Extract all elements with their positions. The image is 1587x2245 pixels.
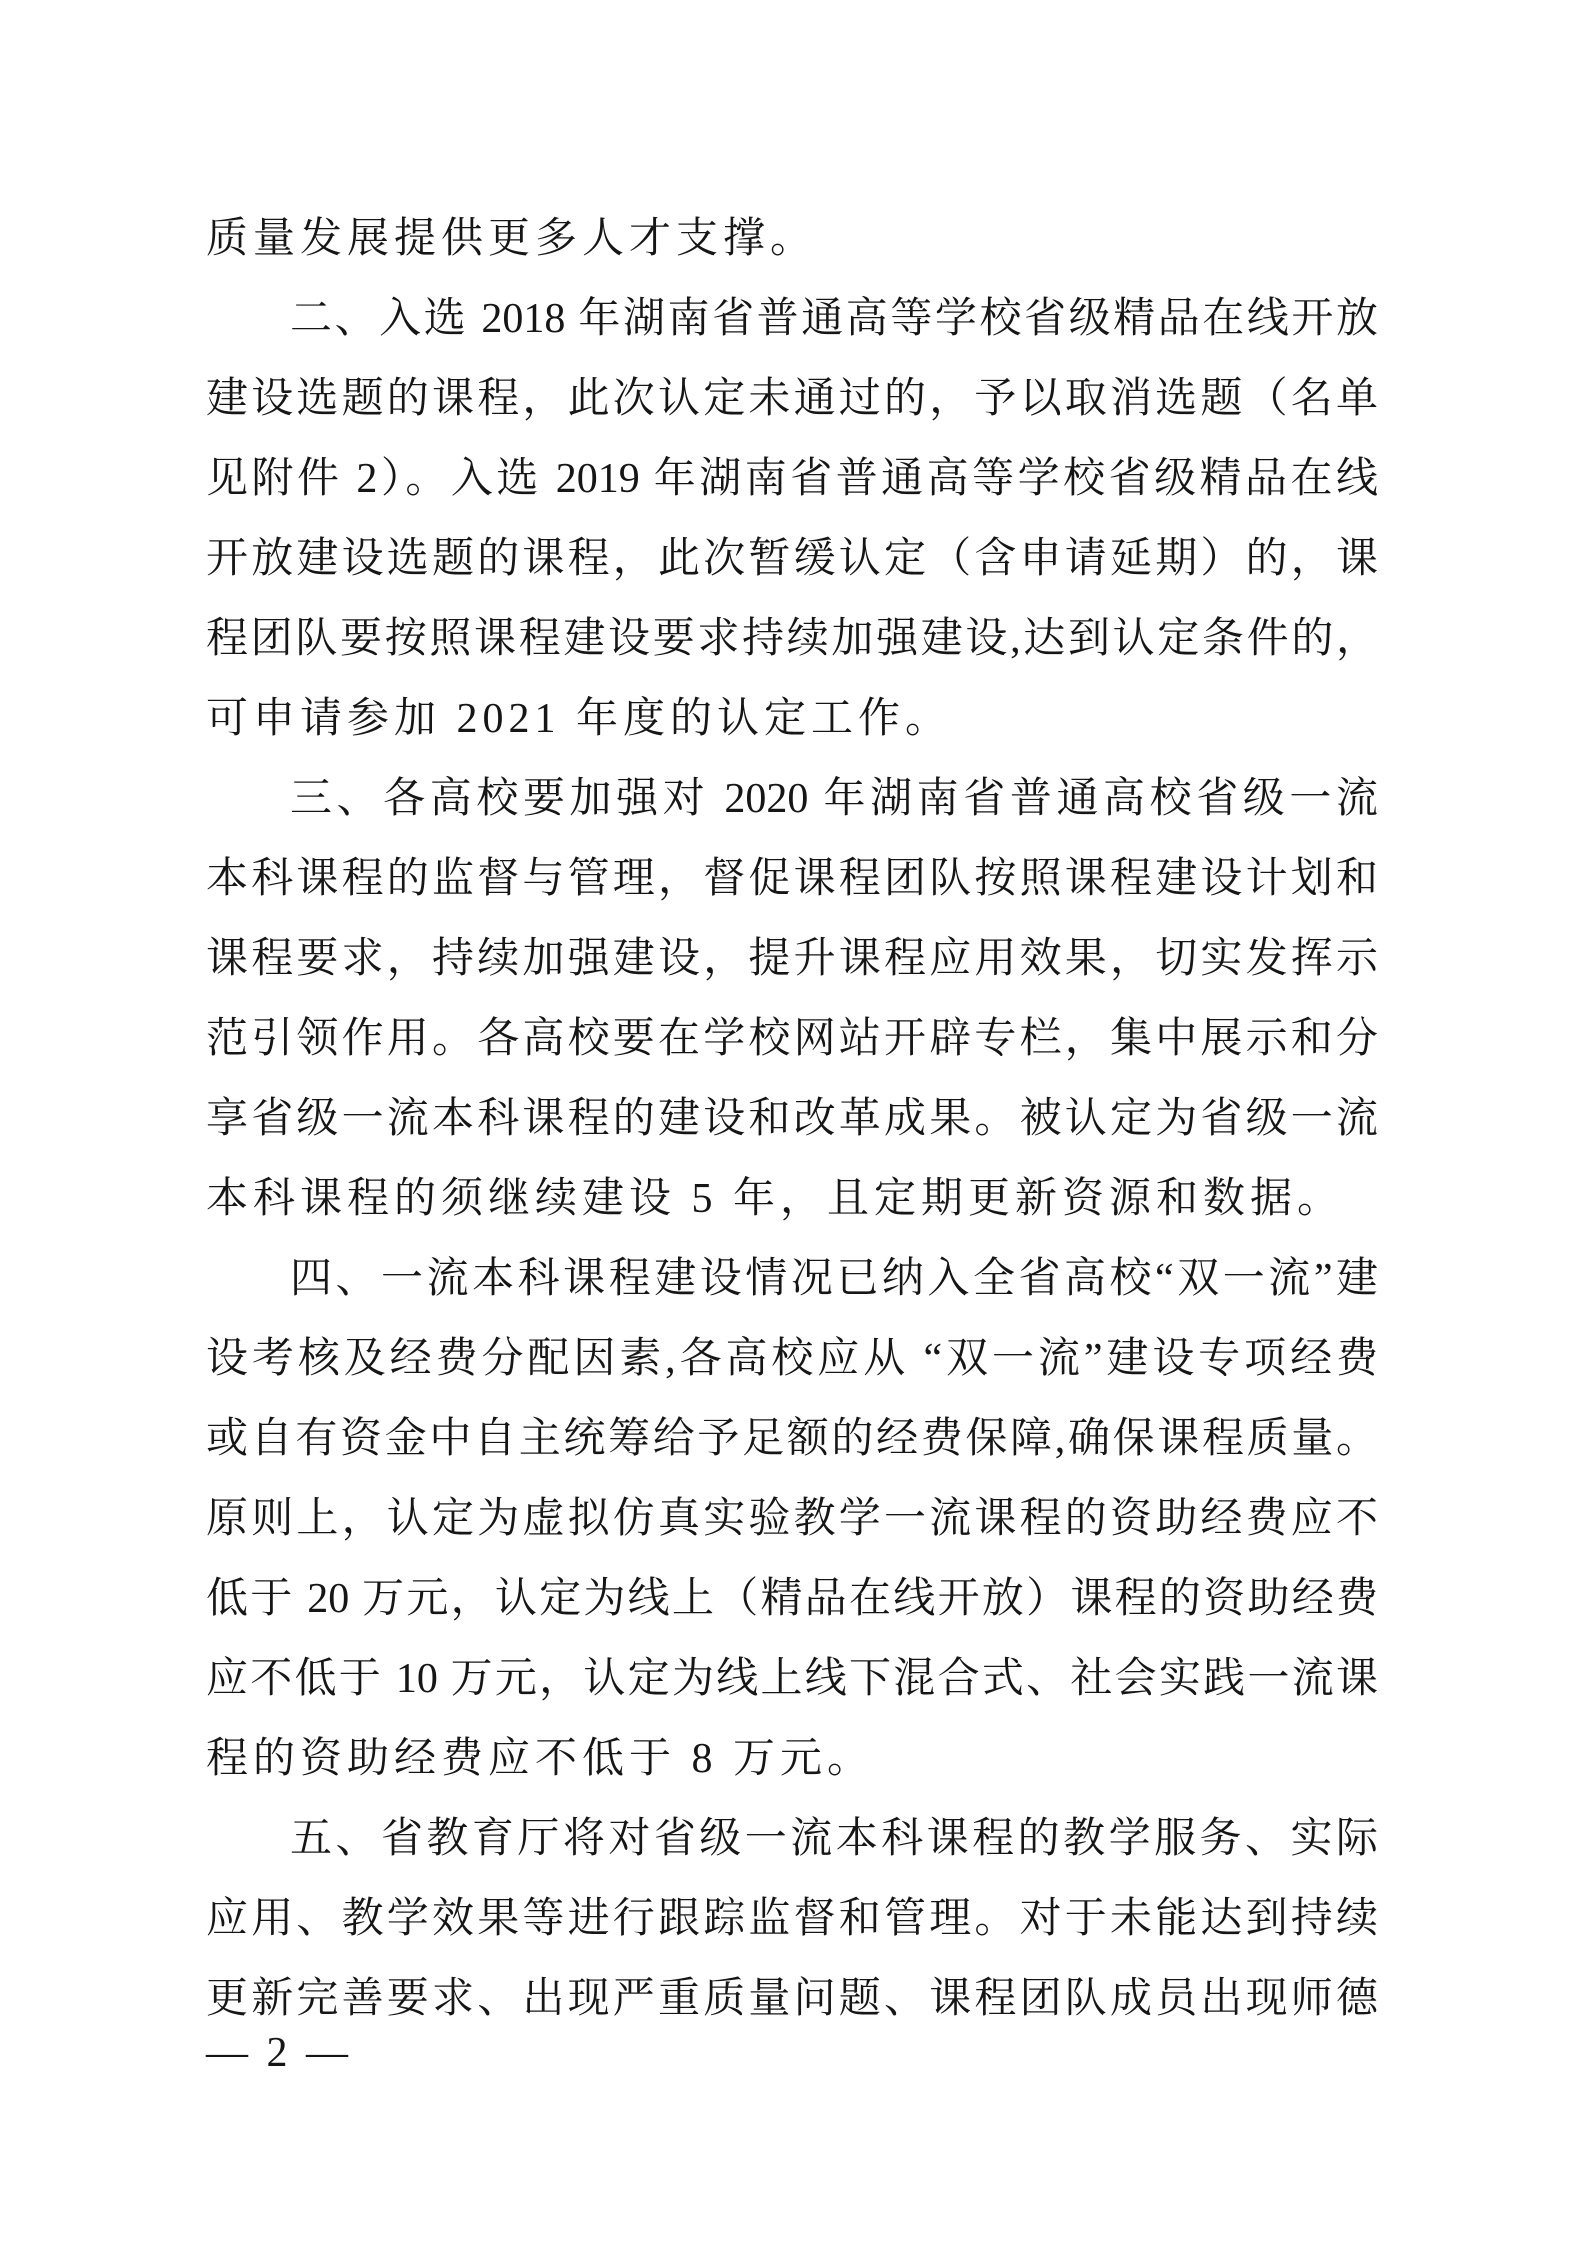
text-line: 应不低于 10 万元，认定为线上线下混合式、社会实践一流课: [206, 1656, 1378, 1702]
text-line: 质量发展提供更多人才支撑。: [206, 216, 818, 262]
text-line: 应用、教学效果等进行跟踪监督和管理。对于未能达到持续: [206, 1896, 1378, 1942]
text-line: 本科课程的监督与管理，督促课程团队按照课程建设计划和: [206, 856, 1378, 902]
text-line: 程的资助经费应不低于 8 万元。: [206, 1736, 875, 1782]
text-line: 本科课程的须继续建设 5 年，且定期更新资源和数据。: [206, 1176, 1345, 1222]
text-line: 课程要求，持续加强建设，提升课程应用效果，切实发挥示: [206, 936, 1378, 982]
text-line: 程团队要按照课程建设要求持续加强建设,达到认定条件的，: [206, 616, 1378, 662]
text-line: 低于 20 万元，认定为线上（精品在线开放）课程的资助经费: [206, 1576, 1378, 1622]
text-line-paragraph-start: 五、省教育厅将对省级一流本科课程的教学服务、实际: [290, 1816, 1378, 1862]
text-line: 更新完善要求、出现严重质量问题、课程团队成员出现师德: [206, 1976, 1378, 2022]
text-line: 建设选题的课程，此次认定未通过的，予以取消选题（名单: [206, 376, 1378, 422]
text-line: 开放建设选题的课程，此次暂缓认定（含申请延期）的，课: [206, 536, 1378, 582]
page-number: — 2 —: [206, 2030, 352, 2076]
text-line-paragraph-start: 三、各高校要加强对 2020 年湖南省普通高校省级一流: [290, 776, 1378, 822]
text-line-paragraph-start: 四、一流本科课程建设情况已纳入全省高校“双一流”建: [290, 1256, 1378, 1302]
text-line: 或自有资金中自主统筹给予足额的经费保障,确保课程质量。: [206, 1416, 1378, 1462]
text-line-paragraph-start: 二、入选 2018 年湖南省普通高等学校省级精品在线开放: [290, 296, 1378, 342]
text-line: 可申请参加 2021 年度的认定工作。: [206, 696, 953, 742]
text-line: 范引领作用。各高校要在学校网站开辟专栏，集中展示和分: [206, 1016, 1378, 1062]
text-line: 见附件 2）。入选 2019 年湖南省普通高等学校省级精品在线: [206, 456, 1378, 502]
text-line: 原则上，认定为虚拟仿真实验教学一流课程的资助经费应不: [206, 1496, 1378, 1542]
document-body-text: [206, 199, 1378, 2039]
text-line: 设考核及经费分配因素,各高校应从 “双一流”建设专项经费: [206, 1336, 1378, 1382]
text-line: 享省级一流本科课程的建设和改革成果。被认定为省级一流: [206, 1096, 1378, 1142]
